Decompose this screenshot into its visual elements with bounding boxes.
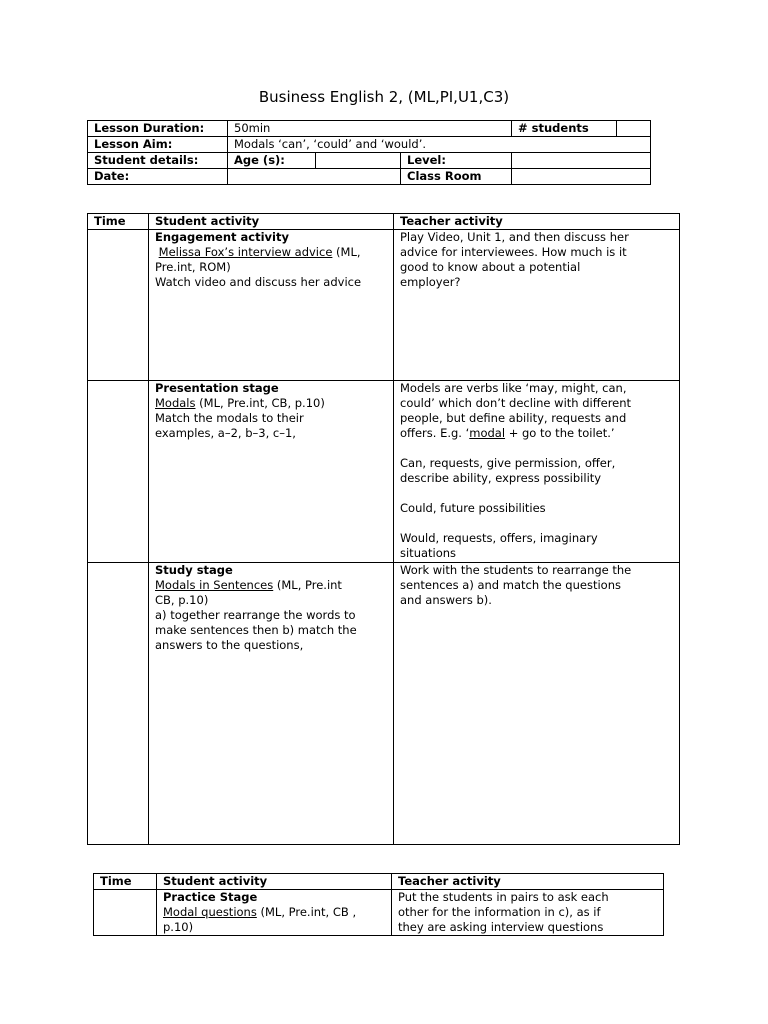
engagement-time bbox=[88, 230, 149, 381]
student-details-label: Student details: bbox=[88, 153, 228, 169]
students-label: # students bbox=[512, 121, 617, 137]
lesson-aim-value: Modals ‘can’, ‘could’ and ‘would’. bbox=[228, 137, 651, 153]
age-label: Age (s): bbox=[228, 153, 316, 169]
teacher-activity-header-2: Teacher activity bbox=[392, 874, 664, 890]
study-student-activity: Study stage Modals in Sentences (ML, Pre.int CB, p.10) a) together rearrange the words to make sentences then b) match the answers to the questions, bbox=[149, 563, 394, 845]
document-title: Business English 2, (ML,PI,U1,C3) bbox=[258, 88, 510, 106]
study-time bbox=[88, 563, 149, 845]
teacher-activity-header: Teacher activity bbox=[394, 214, 680, 230]
classroom-value bbox=[512, 169, 651, 185]
engagement-stage-title: Engagement activity bbox=[155, 230, 289, 244]
presentation-stage-title: Presentation stage bbox=[155, 381, 279, 395]
practice-stage-title: Practice Stage bbox=[163, 890, 258, 904]
engagement-student-activity: Engagement activity Melissa Fox’s interview advice (ML, Pre.int, ROM) Watch video and discuss her advice bbox=[149, 230, 394, 381]
lesson-aim-label: Lesson Aim: bbox=[88, 137, 228, 153]
presentation-activity-link[interactable]: Modals bbox=[155, 396, 196, 410]
study-row bbox=[88, 563, 680, 845]
classroom-label: Class Room bbox=[401, 169, 512, 185]
presentation-student-activity: Presentation stage Modals (ML, Pre.int, CB, p.10) Match the modals to their examples, a–2, b–3, c–1, bbox=[149, 381, 394, 563]
practice-teacher-activity: Put the students in pairs to ask each other for the information in c), as if they are asking interview questions bbox=[392, 890, 664, 936]
presentation-row bbox=[88, 381, 680, 563]
date-value bbox=[228, 169, 401, 185]
presentation-teacher-activity: Models are verbs like ‘may, might, can, could’ which don’t decline with different people, but define ability, requests and offers. E.g. ‘modal + go to the toilet.’ Can, requests, give permission, offer, describe ability, express possibility Could, future possibilities Would, requests, offers, imaginary situations bbox=[394, 381, 680, 563]
lesson-plan-table bbox=[87, 213, 680, 845]
age-value bbox=[316, 153, 401, 169]
presentation-time bbox=[88, 381, 149, 563]
lesson-duration-label: Lesson Duration: bbox=[88, 121, 228, 137]
time-header: Time bbox=[88, 214, 149, 230]
lesson-info-table bbox=[87, 120, 651, 185]
practice-activity-link[interactable]: Modal questions bbox=[163, 905, 257, 919]
date-label: Date: bbox=[88, 169, 228, 185]
practice-row bbox=[94, 890, 664, 936]
lesson-duration-value: 50min bbox=[228, 121, 512, 137]
level-value bbox=[512, 153, 651, 169]
study-stage-title: Study stage bbox=[155, 563, 233, 577]
student-activity-header-2: Student activity bbox=[157, 874, 392, 890]
engagement-row bbox=[88, 230, 680, 381]
lesson-plan-table-2 bbox=[93, 873, 664, 936]
students-value bbox=[617, 121, 651, 137]
study-teacher-activity: Work with the students to rearrange the sentences a) and match the questions and answers b). bbox=[394, 563, 680, 845]
level-label: Level: bbox=[401, 153, 512, 169]
engagement-teacher-activity: Play Video, Unit 1, and then discuss her advice for interviewees. How much is it good to know about a potential employer? bbox=[394, 230, 680, 381]
student-activity-header: Student activity bbox=[149, 214, 394, 230]
engagement-activity-link[interactable]: Melissa Fox’s interview advice bbox=[158, 245, 333, 259]
practice-time bbox=[94, 890, 157, 936]
modal-link[interactable]: modal bbox=[469, 426, 506, 440]
time-header-2: Time bbox=[94, 874, 157, 890]
study-activity-link[interactable]: Modals in Sentences bbox=[155, 578, 274, 592]
practice-student-activity: Practice Stage Modal questions (ML, Pre.int, CB , p.10) bbox=[157, 890, 392, 936]
